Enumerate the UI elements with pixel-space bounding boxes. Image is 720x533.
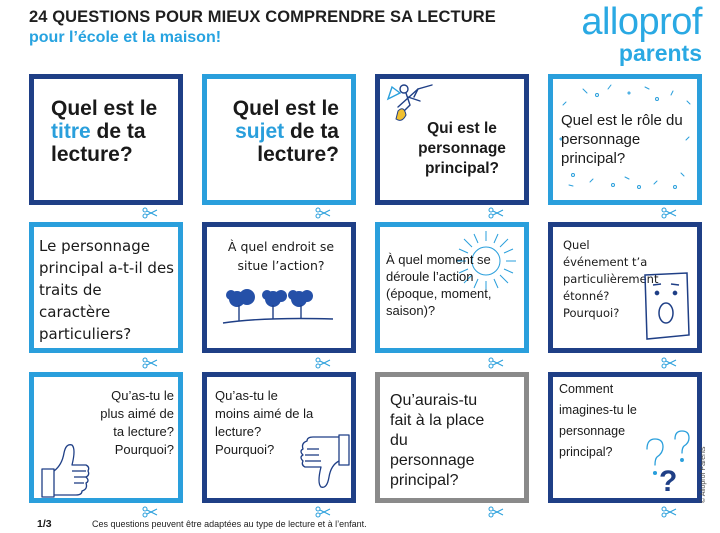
card-text: Qu’aurais-tu fait à la place du personnage principal? — [390, 392, 485, 489]
question-card-character-role — [548, 74, 702, 205]
card-text: Le personnage principal a-t-il des traits de caractère particuliers? — [39, 237, 174, 343]
scissors-icon — [661, 506, 677, 518]
footer-note: Ces questions peuvent être adaptées au type de lecture et à l’enfant. — [92, 519, 367, 529]
card-text-highlight: titre — [51, 120, 91, 143]
question-card-surprising-event — [548, 222, 702, 353]
scissors-icon — [142, 506, 158, 518]
card-text: À quel moment se déroule l’action (époque, moment, saison)? — [386, 252, 492, 318]
question-mark-glyph: ? — [659, 465, 678, 498]
question-card-setting-place — [202, 222, 356, 353]
scissors-icon — [142, 357, 158, 369]
question-card-subject — [202, 74, 356, 205]
surprised-face-icon — [637, 271, 693, 347]
card-text — [217, 97, 339, 166]
card-text: Qu’as-tu le plus aimé de ta lecture? Pourquoi? — [100, 388, 174, 457]
question-card-main-character — [375, 74, 529, 205]
card-text-post: de ta lecture? — [257, 120, 339, 166]
page-number: 1/3 — [37, 518, 52, 530]
question-card-liked-most — [29, 372, 183, 503]
scissors-icon — [315, 357, 331, 369]
card-text-post: de ta lecture? — [51, 120, 146, 166]
copyright: © Alloprof Parents — [700, 446, 707, 503]
card-text: Quel est le rôle du personnage principal? — [561, 112, 683, 167]
trees-icon — [223, 289, 333, 333]
card-text-highlight: sujet — [235, 120, 285, 143]
card-text — [51, 97, 169, 166]
question-card-liked-least — [202, 372, 356, 503]
thumbs-down-icon — [293, 433, 353, 497]
card-text: Comment imagines-tu le personnage principal? — [559, 382, 637, 459]
card-text-pre: Quel est le — [51, 97, 158, 120]
scissors-icon — [488, 207, 504, 219]
question-card-imagine-character — [548, 372, 702, 503]
card-text: Qui est le personnage principal? — [418, 120, 506, 177]
thumbs-up-icon — [36, 435, 92, 499]
card-text-pre: Quel est le — [232, 97, 339, 120]
question-card-title — [29, 74, 183, 205]
scissors-icon — [315, 207, 331, 219]
scissors-icon — [488, 506, 504, 518]
question-card-what-would-you-do — [375, 372, 529, 503]
logo-main-text: alloprof — [581, 1, 702, 43]
logo-sub-text: parents — [618, 40, 702, 66]
card-text: Quel événement t’a particulièrement étonné? Pourquoi? — [563, 238, 659, 320]
card-text: À quel endroit se situe l’action? — [227, 239, 335, 273]
page-subtitle: pour l’école et la maison! — [29, 29, 222, 46]
question-card-setting-time — [375, 222, 529, 353]
alloprof-logo — [546, 1, 702, 66]
scissors-icon — [315, 506, 331, 518]
question-marks-icon — [639, 427, 699, 497]
question-card-character-traits — [29, 222, 183, 353]
card-text: Qu’as-tu le moins aimé de la lecture? Pourquoi? — [215, 388, 314, 457]
page-title: 24 QUESTIONS POUR MIEUX COMPRENDRE SA LECTURE — [29, 8, 496, 26]
scissors-icon — [142, 207, 158, 219]
scissors-icon — [661, 207, 677, 219]
scissors-icon — [661, 357, 677, 369]
scissors-icon — [488, 357, 504, 369]
